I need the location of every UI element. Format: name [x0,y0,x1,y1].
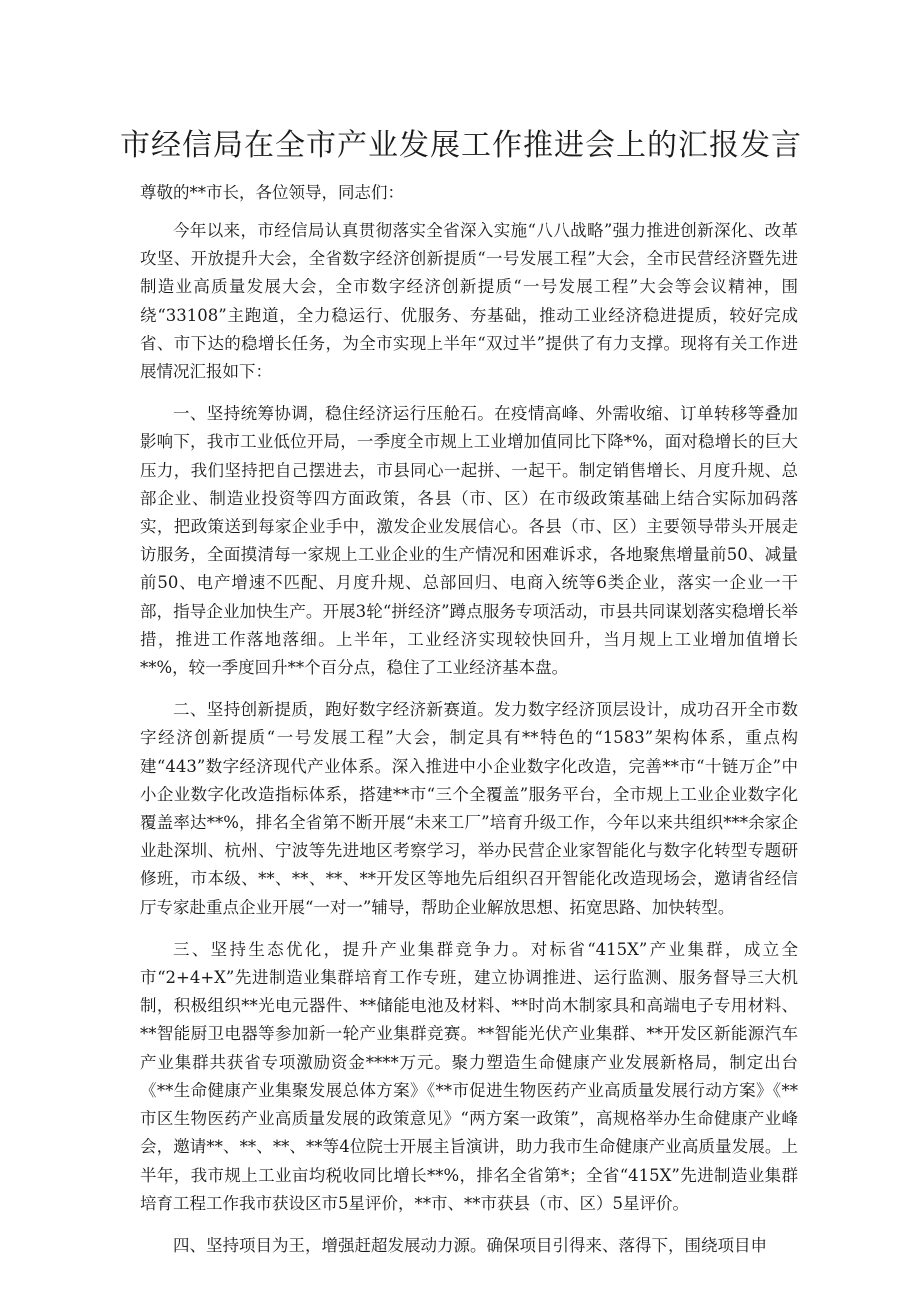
document-body [140,180,798,1274]
paragraph-section-4: 四、坚持项目为王，增强赶超发展动力源。确保项目引得来、落得下，围绕项目申 [173,1235,767,1255]
document-title: 市经信局在全市产业发展工作推进会上的汇报发言 [120,128,802,163]
paragraph-intro: 今年以来，市经信局认真贯彻落实全省深入实施“八八战略”强力推进创新深化、改革攻坚、开放提升大会，全省数字经济创新提质“一号发展工程”大会，全市民营经济暨先进制造业高质量发展大会，全市数字经济创新提质“一号发展工程”大会等会议精神，围绕“33108”主跑道，全力稳运行、优服务、夯基础，推动工业经济稳进提质，较好完成省、市下达的稳增长任务，为全市实现上半年“双过半”提供了有力支撑。现将有关工作进展情况汇报如下： [140,221,798,382]
salutation: 尊敬的**市长，各位领导，同志们： [140,183,404,202]
paragraph-section-3: 三、坚持生态优化，提升产业集群竞争力。对标省“415X”产业集群，成立全市“2+4+X”先进制造业集群培育工作专班，建立协调推进、运行监测、服务督导三大机制，积极组织**光电元器件、**储能电池及材料、**时尚木制家具和高端电子专用材料、**智能厨卫电器等参加新一轮产业集群竞赛。**智能光伏产业集群、**开发区新能源汽车产业集群共获省专项激励资金****万元。聚力塑造生命健康产业发展新格局，制定出台《**生命健康产业集聚发展总体方案》《**市促进生物医药产业高质量发展行动方案》《**市区生物医药产业高质量发展的政策意见》“两方案一政策”，高规格举办生命健康产业峰会，邀请**、**、**、**等4位院士开展主旨演讲，助力我市生命健康产业高质量发展。上半年，我市规上工业亩均税收同比增长**%，排名全省第*；全省“415X”先进制造业集群培育工程工作我市获设区市5星评价，**市、**市获县（市、区）5星评价。 [140,939,798,1213]
paragraph-section-1: 一、坚持统筹协调，稳住经济运行压舱石。在疫情高峰、外需收缩、订单转移等叠加影响下，我市工业低位开局，一季度全市规上工业增加值同比下降*%，面对稳增长的巨大压力，我们坚持把自己摆进去，市县同心一起拼、一起干。制定销售增长、月度升规、总部企业、制造业投资等四方面政策，各县（市、区）在市级政策基础上结合实际加码落实，把政策送到每家企业手中，激发企业发展信心。各县（市、区）主要领导带头开展走访服务，全面摸清每一家规上工业企业的生产情况和困难诉求，各地聚焦增量前50、减量前50、电产增速不匹配、月度升规、总部回归、电商入统等6类企业，落实一企业一干部，指导企业加快生产。开展3轮“拼经济”蹲点服务专项活动，市县共同谋划落实稳增长举措，推进工作落地落细。上半年，工业经济实现较快回升，当月规上工业增加值增长**%，较一季度回升**个百分点，稳住了工业经济基本盘。 [140,404,798,678]
paragraph-section-2: 二、坚持创新提质，跑好数字经济新赛道。发力数字经济顶层设计，成功召开全市数字经济创新提质“一号发展工程”大会，制定具有**特色的“1583”架构体系，重点构建“443”数字经济现代产业体系。深入推进中小企业数字化改造，完善**市“十链万企”中小企业数字化改造指标体系，搭建**市“三个全覆盖”服务平台，全市规上工业企业数字化覆盖率达**%，排名全省第不断开展“未来工厂”培育升级工作，今年以来共组织***余家企业赴深圳、杭州、宁波等先进地区考察学习，举办民营企业家智能化与数字化转型专题研修班，市本级、**、**、**、**开发区等地先后组织召开智能化改造现场会，邀请省经信厅专家赴重点企业开展“一对一”辅导，帮助企业解放思想、拓宽思路、加快转型。 [140,700,798,917]
